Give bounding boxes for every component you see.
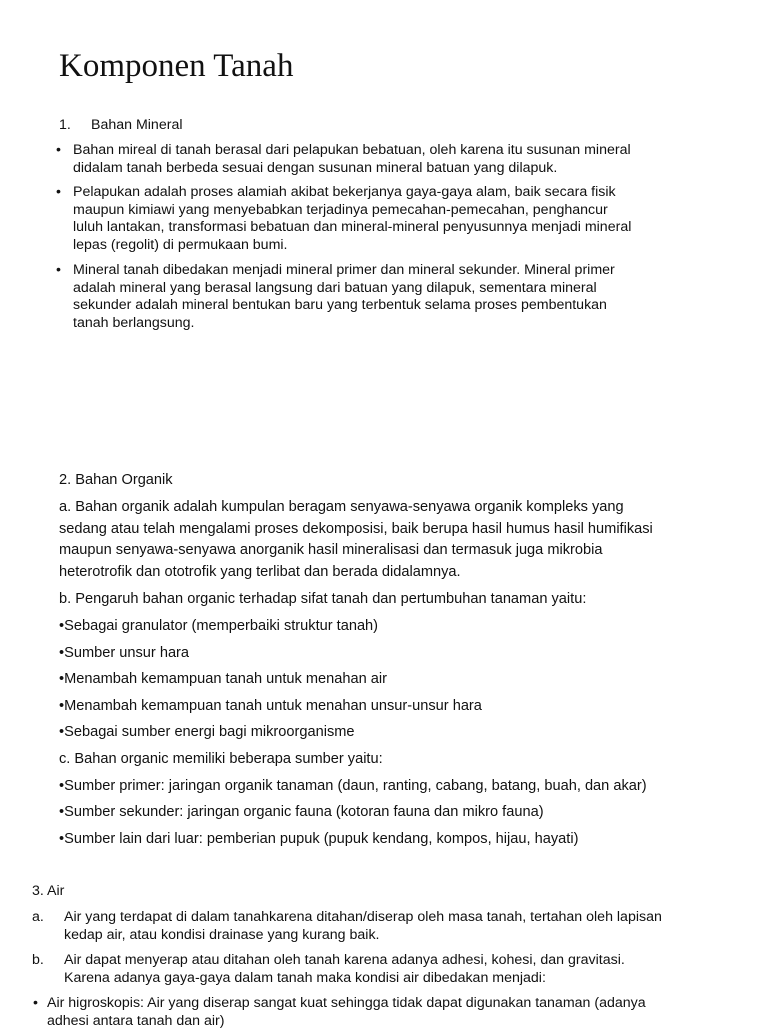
text-line: sedang atau telah mengalami proses dekomposisi, baik berupa hasil humus hasil humifikasi	[59, 519, 653, 541]
organic-source-item: •Sumber lain dari luar: pemberian pupuk (pupuk kendang, kompos, hijau, hayati)	[59, 829, 578, 851]
section-3-heading: 3. Air	[32, 883, 64, 901]
text-line: didalam tanah berbeda sesuai dengan susunan mineral batuan yang dilapuk.	[73, 160, 631, 178]
text-line: heterotrofik dan ototrofik yang terlibat dan berada didalamnya.	[59, 562, 653, 584]
organic-paragraph-a	[59, 497, 653, 583]
organic-list-item: •Sumber unsur hara	[59, 643, 189, 665]
section-2-heading: 2. Bahan Organik	[59, 470, 173, 492]
air-item-a	[64, 909, 662, 944]
bullet-glyph: •	[56, 184, 61, 202]
section-1-number: 1.	[59, 117, 71, 135]
text-line: Karena adanya gaya-gaya dalam tanah maka kondisi air dibedakan menjadi:	[64, 970, 625, 988]
text-line: luluh lantakan, transformasi bebatuan dan mineral-mineral penyusunnya menjadi mineral	[73, 219, 631, 237]
text-line: Mineral tanah dibedakan menjadi mineral primer dan mineral sekunder. Mineral primer	[73, 262, 615, 280]
organic-source-item: •Sumber primer: jaringan organik tanaman (daun, ranting, cabang, batang, buah, dan akar)	[59, 776, 647, 798]
text-line: a. Bahan organik adalah kumpulan beragam senyawa-senyawa organik kompleks yang	[59, 497, 653, 519]
air-higroskopis-bullet	[47, 995, 646, 1030]
organic-source-item: •Sumber sekunder: jaringan organic fauna (kotoran fauna dan mikro fauna)	[59, 802, 544, 824]
text-line: kedap air, atau kondisi drainase yang kurang baik.	[64, 927, 662, 945]
text-line: tanah berlangsung.	[73, 315, 615, 333]
bullet-glyph: •	[33, 995, 38, 1013]
air-item-b	[64, 952, 625, 987]
air-item-marker: b.	[32, 952, 44, 970]
text-line: Air higroskopis: Air yang diserap sangat kuat sehingga tidak dapat digunakan tanaman (adanya	[47, 995, 646, 1013]
organic-paragraph-c: c. Bahan organic memiliki beberapa sumber yaitu:	[59, 749, 383, 771]
text-line: lepas (regolit) di permukaan bumi.	[73, 237, 631, 255]
section-1-heading: Bahan Mineral	[91, 117, 183, 135]
bullet-glyph: •	[56, 142, 61, 160]
page-title: Komponen Tanah	[59, 44, 293, 88]
text-line: maupun senyawa-senyawa anorganik hasil mineralisasi dan termasuk juga mikrobia	[59, 540, 653, 562]
text-line: Air yang terdapat di dalam tanahkarena ditahan/diserap oleh masa tanah, tertahan oleh lapisan	[64, 909, 662, 927]
organic-list-item: •Sebagai sumber energi bagi mikroorganisme	[59, 722, 355, 744]
bullet-glyph: •	[56, 262, 61, 280]
mineral-bullet-1	[73, 142, 631, 177]
mineral-bullet-2	[73, 184, 631, 254]
text-line: Pelapukan adalah proses alamiah akibat bekerjanya gaya-gaya alam, baik secara fisik	[73, 184, 631, 202]
organic-list-item: •Menambah kemampuan tanah untuk menahan air	[59, 669, 387, 691]
text-line: maupun kimiawi yang menyebabkan terjadinya pemecahan-pemecahan, penghancur	[73, 202, 631, 220]
organic-paragraph-b: b. Pengaruh bahan organic terhadap sifat tanah dan pertumbuhan tanaman yaitu:	[59, 589, 586, 611]
air-item-marker: a.	[32, 909, 44, 927]
text-line: sekunder adalah mineral bentukan baru yang terbentuk selama proses pembentukan	[73, 297, 615, 315]
organic-list-item: •Menambah kemampuan tanah untuk menahan unsur-unsur hara	[59, 696, 482, 718]
organic-list-item: •Sebagai granulator (memperbaiki struktur tanah)	[59, 616, 378, 638]
text-line: Bahan mireal di tanah berasal dari pelapukan bebatuan, oleh karena itu susunan mineral	[73, 142, 631, 160]
text-line: adhesi antara tanah dan air)	[47, 1013, 646, 1030]
text-line: adalah mineral yang berasal langsung dari batuan yang dilapuk, sementara mineral	[73, 280, 615, 298]
text-line: Air dapat menyerap atau ditahan oleh tanah karena adanya adhesi, kohesi, dan gravitasi.	[64, 952, 625, 970]
mineral-bullet-3	[73, 262, 615, 332]
